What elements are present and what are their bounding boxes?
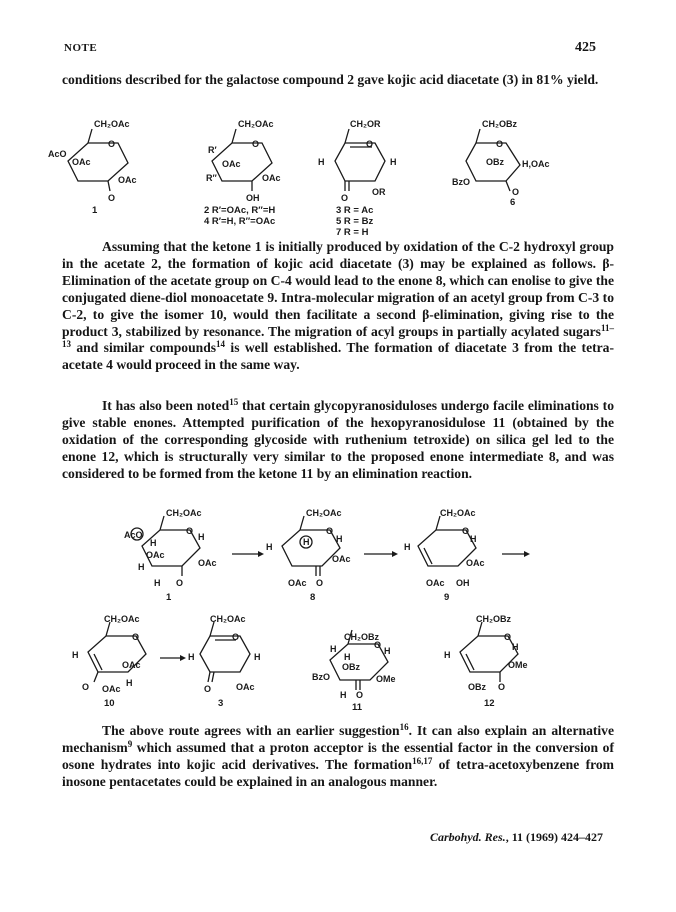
svg-text:O: O bbox=[496, 139, 504, 149]
svg-text:CH₂OAc: CH₂OAc bbox=[238, 119, 274, 129]
svg-text:H: H bbox=[404, 542, 411, 552]
svg-text:O: O bbox=[204, 684, 212, 694]
svg-text:O: O bbox=[316, 578, 324, 588]
svg-text:O: O bbox=[186, 526, 194, 536]
svg-text:H: H bbox=[154, 578, 161, 588]
running-header: NOTE bbox=[64, 42, 98, 54]
scheme-compound-11 bbox=[312, 630, 396, 713]
svg-text:3 R = Ac: 3 R = Ac bbox=[336, 205, 374, 216]
intro-paragraph: conditions described for the galactose compound 2 gave kojic acid diacetate (3) in 81% yield. bbox=[62, 72, 599, 87]
page-number: 425 bbox=[575, 40, 596, 55]
svg-text:4 R′=H, R″=OAc: 4 R′=H, R″=OAc bbox=[204, 216, 276, 227]
svg-text:3: 3 bbox=[218, 698, 224, 709]
structure-3-5-7 bbox=[318, 119, 397, 238]
svg-text:OH: OH bbox=[456, 578, 470, 588]
svg-text:8: 8 bbox=[310, 592, 316, 603]
svg-text:OMe: OMe bbox=[376, 674, 396, 684]
scheme-compound-10 bbox=[72, 614, 146, 709]
svg-text:OAc: OAc bbox=[466, 558, 485, 568]
svg-text:H: H bbox=[384, 646, 391, 656]
svg-text:OAc: OAc bbox=[102, 684, 121, 694]
scheme-compound-3 bbox=[188, 614, 261, 709]
structure-1 bbox=[48, 119, 137, 216]
svg-text:H: H bbox=[336, 534, 343, 544]
structure-6 bbox=[452, 119, 550, 208]
svg-text:BzO: BzO bbox=[452, 177, 470, 187]
svg-text:CH₂OAc: CH₂OAc bbox=[210, 614, 246, 624]
svg-text:CH₂OBz: CH₂OBz bbox=[476, 614, 511, 624]
svg-text:H: H bbox=[512, 642, 519, 652]
svg-text:O: O bbox=[341, 193, 349, 203]
svg-text:OAc: OAc bbox=[72, 157, 91, 167]
svg-text:R′: R′ bbox=[208, 145, 217, 155]
structure-2-4 bbox=[204, 119, 281, 227]
svg-text:H: H bbox=[72, 650, 79, 660]
svg-text:H: H bbox=[318, 157, 325, 167]
svg-text:OAc: OAc bbox=[118, 175, 137, 185]
svg-text:H: H bbox=[330, 644, 337, 654]
svg-text:CH₂OAc: CH₂OAc bbox=[440, 508, 476, 518]
svg-text:O: O bbox=[132, 632, 140, 642]
svg-text:2 R′=OAc, R″=H: 2 R′=OAc, R″=H bbox=[204, 205, 276, 216]
svg-text:CH₂OR: CH₂OR bbox=[350, 119, 381, 129]
svg-text:O: O bbox=[252, 139, 260, 149]
svg-text:OAc: OAc bbox=[262, 173, 281, 183]
reaction-scheme-row-1 bbox=[0, 508, 676, 608]
svg-text:O: O bbox=[374, 640, 382, 650]
svg-text:OH: OH bbox=[246, 193, 260, 203]
svg-text:H: H bbox=[266, 542, 273, 552]
svg-text:H,OAc: H,OAc bbox=[522, 159, 550, 169]
svg-text:OAc: OAc bbox=[288, 578, 307, 588]
svg-text:OAc: OAc bbox=[222, 159, 241, 169]
svg-text:O: O bbox=[176, 578, 184, 588]
scheme-compound-1 bbox=[124, 508, 217, 603]
svg-text:O: O bbox=[366, 139, 374, 149]
svg-text:9: 9 bbox=[444, 592, 450, 603]
svg-text:O: O bbox=[232, 632, 240, 642]
svg-text:O: O bbox=[108, 193, 116, 203]
svg-text:O: O bbox=[356, 690, 364, 700]
svg-text:OAc: OAc bbox=[146, 550, 165, 560]
svg-text:H: H bbox=[303, 537, 310, 547]
svg-text:12: 12 bbox=[484, 698, 495, 709]
svg-text:OBz: OBz bbox=[486, 157, 504, 167]
compound-number: 1 bbox=[92, 205, 98, 216]
svg-text:H: H bbox=[340, 690, 347, 700]
svg-text:1: 1 bbox=[166, 592, 172, 603]
svg-text:10: 10 bbox=[104, 698, 115, 709]
svg-text:CH₂OAc: CH₂OAc bbox=[306, 508, 342, 518]
svg-text:H: H bbox=[390, 157, 397, 167]
svg-text:OAc: OAc bbox=[198, 558, 217, 568]
svg-text:O: O bbox=[498, 682, 506, 692]
svg-text:OR: OR bbox=[372, 187, 386, 197]
svg-text:CH₂OAc: CH₂OAc bbox=[94, 119, 130, 129]
svg-text:O: O bbox=[82, 682, 90, 692]
svg-text:OAc: OAc bbox=[236, 682, 255, 692]
scheme-compound-9 bbox=[404, 508, 485, 603]
paragraph-1: Assuming that the ketone 1 is initially produced by oxidation of the C-2 hydroxyl group in the acetate 2, the formation of kojic acid diacetate (3) may be explained as follows. β-Elimination of the acetate group on C-4 would lead to the enone 8, which can enolise to give the conjugated diene-diol monoacetate 9. Intra-molecular migration of an acetyl group from C-3 to C-2, to give the isomer 10, would then facilitate a second β-elimination, giving rise to the product 3, stabilized by resonance. The migration of acyl groups in partially acylated sugars$^{11-13}$ and similar compounds$^{14}$ is well established. The formation of diacetate 3 from the tetra-acetate 4 would proceed in the same way. bbox=[62, 239, 615, 373]
svg-text:CH₂OBz: CH₂OBz bbox=[344, 632, 379, 642]
svg-text:H: H bbox=[188, 652, 195, 662]
svg-text:R″: R″ bbox=[206, 173, 217, 183]
svg-text:CH₂OBz: CH₂OBz bbox=[482, 119, 517, 129]
svg-text:OAc: OAc bbox=[426, 578, 445, 588]
svg-text:O: O bbox=[512, 187, 520, 197]
svg-text:O: O bbox=[462, 526, 470, 536]
svg-text:H: H bbox=[198, 532, 205, 542]
svg-text:OBz: OBz bbox=[342, 662, 360, 672]
svg-text:AcO: AcO bbox=[48, 149, 67, 159]
journal-citation: Carbohyd. Res., 11 (1969) 424–427 bbox=[430, 830, 604, 844]
svg-text:OAc: OAc bbox=[122, 660, 141, 670]
scheme-compound-8 bbox=[266, 508, 351, 603]
svg-text:6: 6 bbox=[510, 197, 516, 208]
svg-text:CH₂OAc: CH₂OAc bbox=[166, 508, 202, 518]
svg-text:7 R = H: 7 R = H bbox=[336, 227, 369, 238]
svg-text:O: O bbox=[108, 139, 116, 149]
svg-text:H: H bbox=[150, 538, 157, 548]
reaction-scheme-row-2 bbox=[0, 612, 676, 712]
svg-text:5 R = Bz: 5 R = Bz bbox=[336, 216, 374, 227]
svg-text:OBz: OBz bbox=[468, 682, 486, 692]
svg-text:H: H bbox=[344, 652, 351, 662]
svg-text:OAc: OAc bbox=[332, 554, 351, 564]
paragraph-3: The above route agrees with an earlier suggestion$^{16}$. It can also explain an alternative mechanism$^9$ which assumed that a proton acceptor is the essential factor in the conversion of osone hydrates into kojic acid derivatives. The formation$^{16,17}$ of tetra-acetoxybenzene from inosone pentacetates could be explained in an analogous manner. bbox=[62, 722, 615, 789]
paragraph-2: It has also been noted$^{15}$ that certain glycopyranosiduloses undergo facile eliminations to give stable enones. Attempted purification of the hexopyranosidulose 11 (obtained by the oxidation of the corresponding glycoside with ruthenium tetroxide) on silica gel led to the enone 12, which is structurally very similar to the proposed enone intermediate 8, and was considered to be formed from the ketone 11 by an elimination reaction. bbox=[62, 397, 615, 481]
svg-text:11: 11 bbox=[352, 702, 363, 713]
svg-text:H: H bbox=[138, 562, 145, 572]
svg-text:BzO: BzO bbox=[312, 672, 330, 682]
svg-text:AcO: AcO bbox=[124, 530, 143, 540]
structures-row-1 bbox=[0, 115, 676, 240]
svg-text:H: H bbox=[126, 678, 133, 688]
svg-text:CH₂OAc: CH₂OAc bbox=[104, 614, 140, 624]
svg-text:H: H bbox=[470, 534, 477, 544]
scheme-compound-12 bbox=[444, 614, 528, 709]
svg-text:OMe: OMe bbox=[508, 660, 528, 670]
svg-text:H: H bbox=[254, 652, 261, 662]
svg-text:O: O bbox=[504, 632, 512, 642]
svg-text:H: H bbox=[444, 650, 451, 660]
svg-text:O: O bbox=[326, 526, 334, 536]
